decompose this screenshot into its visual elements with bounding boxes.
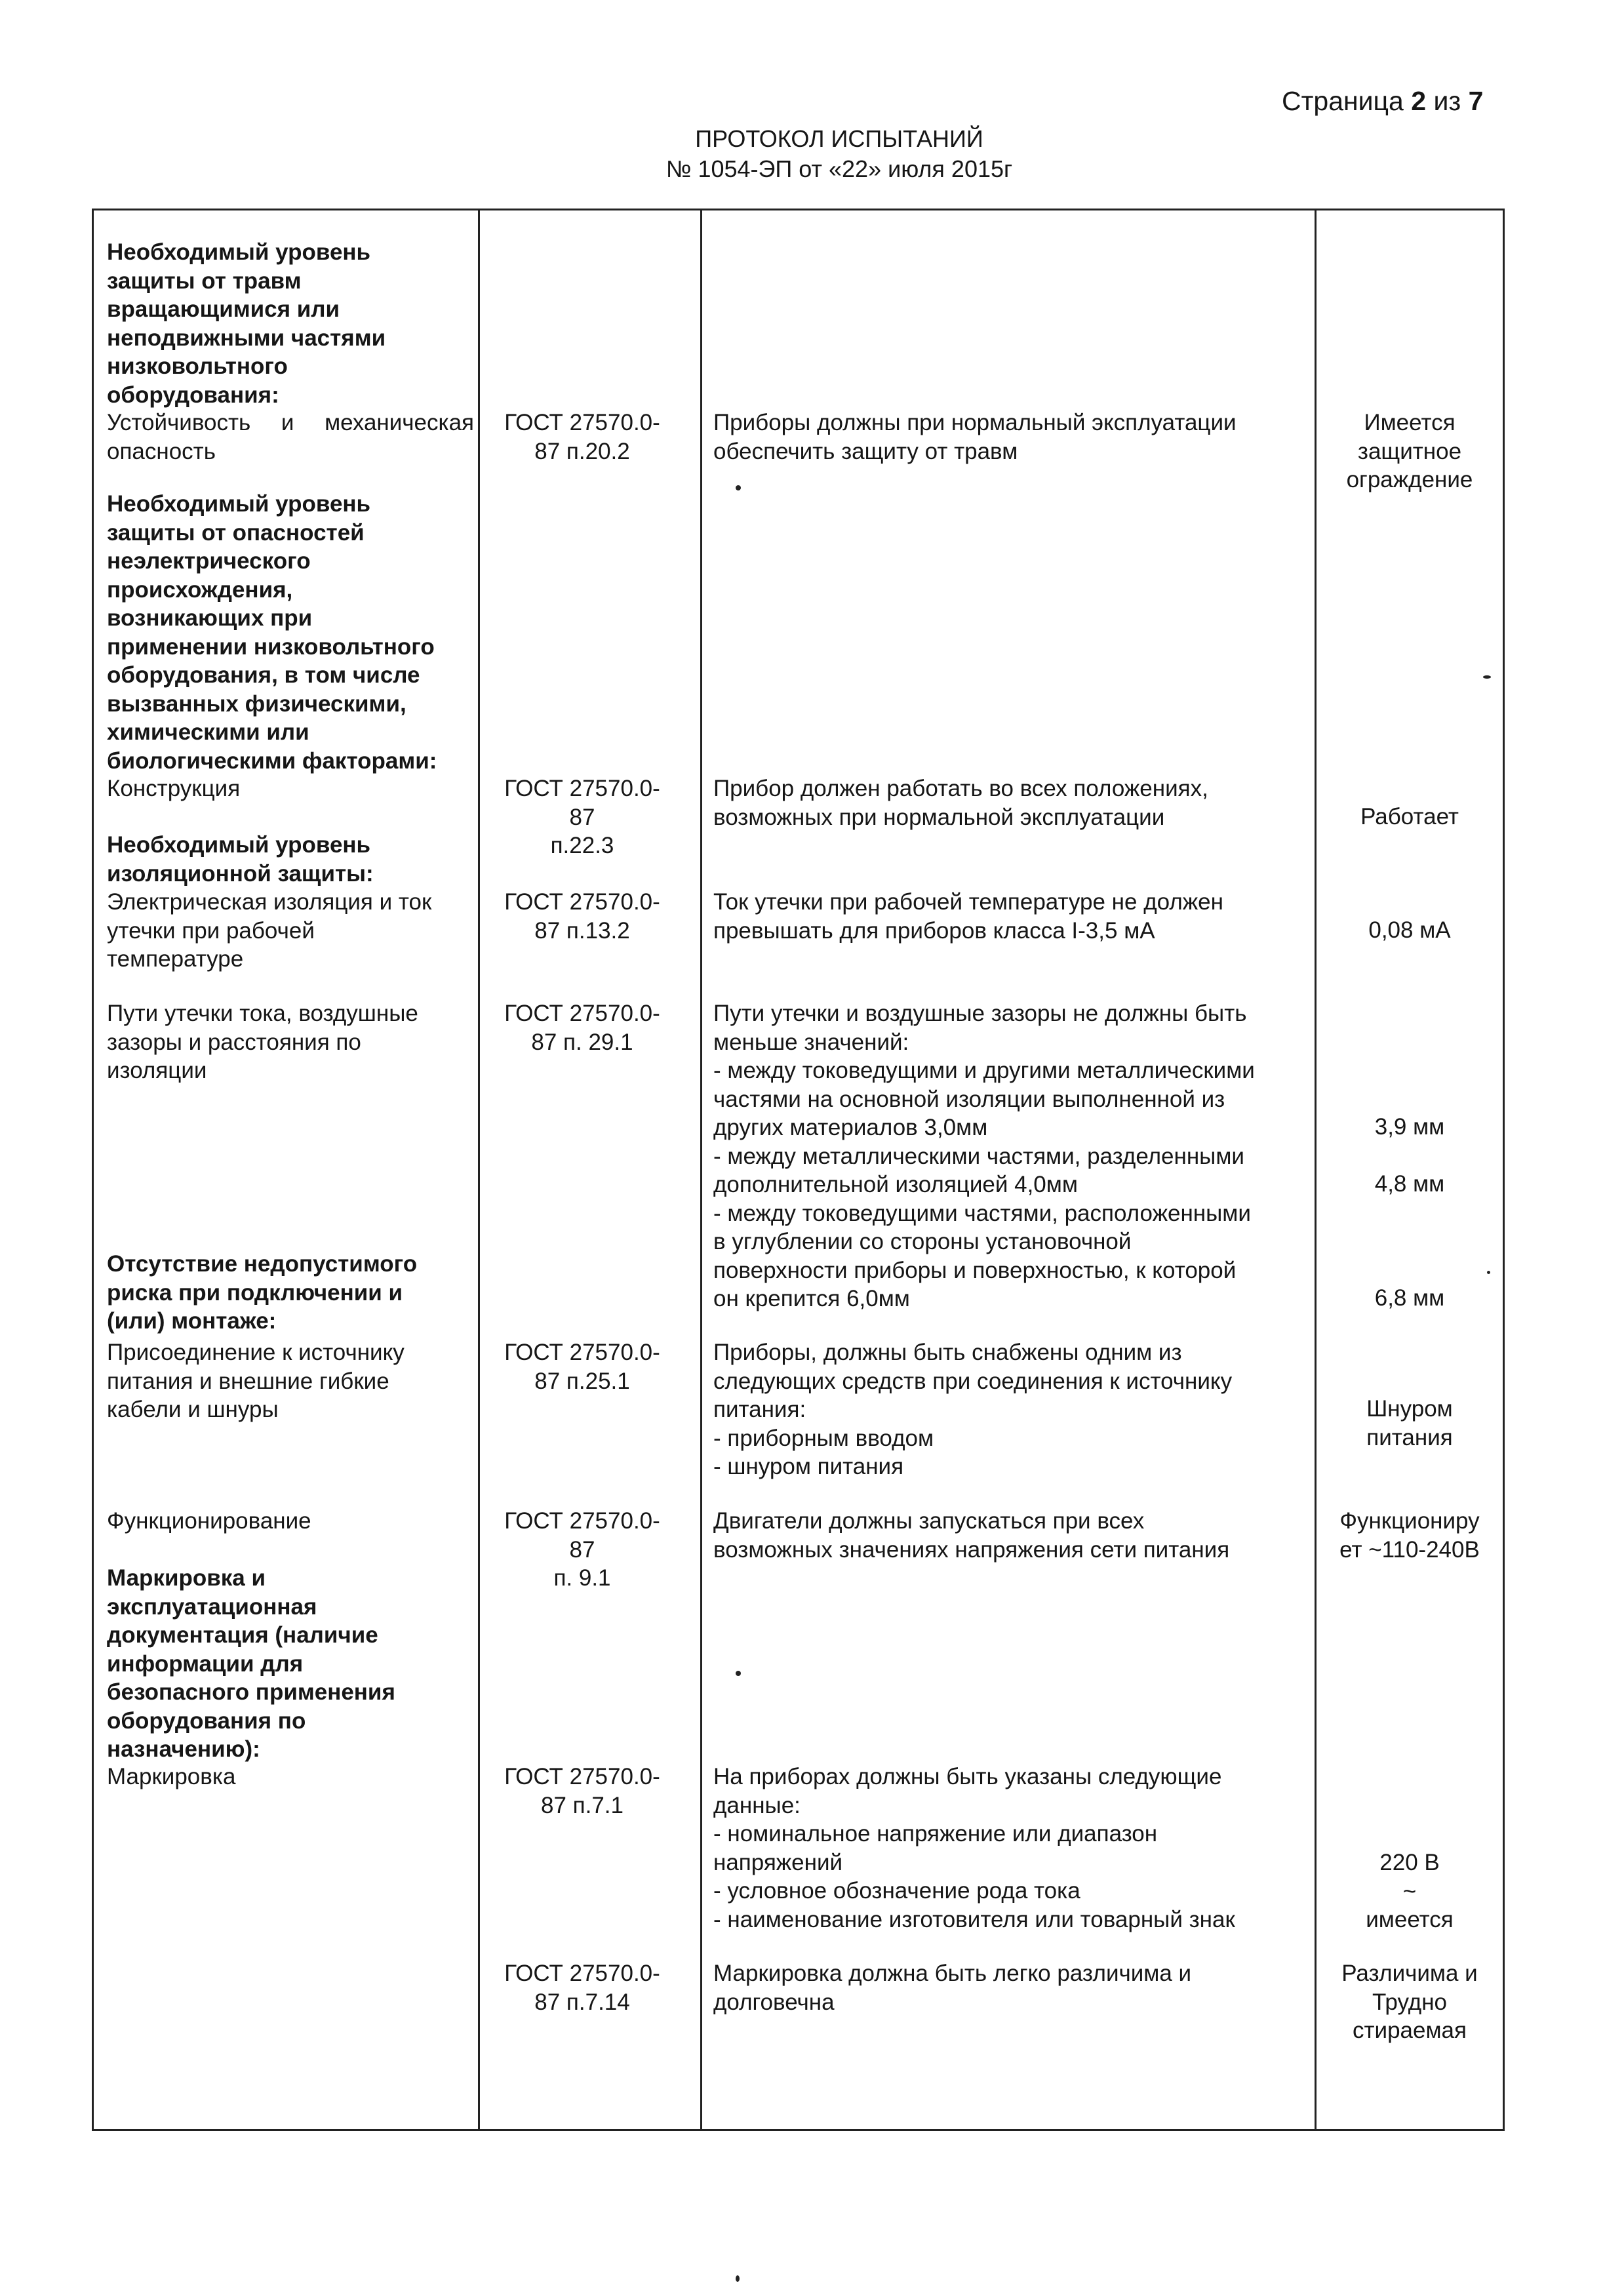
test-result: 6,8 мм: [1374, 1285, 1445, 1311]
standard-ref: ГОСТ 27570.0- 87 п. 9.1: [504, 1508, 660, 1591]
test-result: 3,9 мм: [1374, 1114, 1445, 1140]
test-result: 220 В ~ имеется: [1366, 1850, 1454, 1932]
test-item: Конструкция: [107, 776, 241, 801]
test-item: Электрическая изоляция и ток утечки при рабочей температуре: [107, 889, 432, 972]
requirement-text: Приборы должны при нормальный эксплуатации обеспечить защиту от травм: [713, 410, 1237, 464]
scan-speck: [736, 485, 741, 490]
column-divider: [478, 210, 480, 2129]
requirement-text: Маркировка должна быть легко различима и долговечна: [713, 1961, 1192, 2015]
section-heading: Маркировка и эксплуатационная документация (наличие информации для безопасного применения оборудования по назначению):: [107, 1565, 395, 1762]
page-label: Страница: [1282, 86, 1404, 116]
section-heading: Отсутствие недопустимого риска при подключении и (или) монтаже:: [107, 1251, 418, 1334]
test-result: Функциониру ет ~110-240В: [1339, 1508, 1480, 1563]
test-result: Работает: [1360, 804, 1459, 829]
scan-speck: [1487, 1271, 1490, 1274]
test-item: Пути утечки тока, воздушные зазоры и расстояния по изоляции: [107, 1001, 418, 1083]
requirements-table: [92, 209, 1505, 2131]
page-sep: из: [1433, 86, 1461, 116]
requirement-text: Двигатели должны запускаться при всех возможных значениях напряжения сети питания: [713, 1508, 1230, 1563]
requirement-text: Приборы, должны быть снабжены одним из следующих средств при соединения к источнику питания: - приборным вводом - шнуром питания: [713, 1340, 1233, 1479]
test-result: Имеется защитное ограждение: [1346, 410, 1473, 492]
scan-speck: [736, 1671, 741, 1676]
standard-ref: ГОСТ 27570.0- 87 п.13.2: [504, 889, 660, 944]
page-number: [1282, 85, 1483, 117]
standard-ref: ГОСТ 27570.0- 87 п.20.2: [504, 410, 660, 464]
requirement-text: На приборах должны быть указаны следующие данные: - номинальное напряжение или диапазон напряжений - условное обозначение рода тока - наименование изготовителя или товарный знак: [713, 1764, 1235, 1932]
test-result: 4,8 мм: [1374, 1171, 1445, 1197]
column-divider: [700, 210, 702, 2129]
standard-ref: ГОСТ 27570.0- 87 п.25.1: [504, 1340, 660, 1394]
protocol-number: № 1054-ЭП от «22» июля 2015г: [665, 155, 1013, 182]
test-item: Маркировка: [107, 1764, 236, 1789]
test-result: Шнуром питания: [1366, 1396, 1453, 1450]
test-result: 0,08 мА: [1368, 917, 1451, 943]
standard-ref: ГОСТ 27570.0- 87 п.7.14: [504, 1961, 660, 2015]
test-result: Различима и Трудно стираемая: [1341, 1961, 1478, 2043]
requirement-text: Прибор должен работать во всех положениях, возможных при нормальной эксплуатации: [713, 776, 1208, 830]
protocol-title: ПРОТОКОЛ ИСПЫТАНИЙ: [695, 125, 983, 152]
standard-ref: ГОСТ 27570.0- 87 п.7.1: [504, 1764, 660, 1818]
page-current: 2: [1411, 86, 1427, 116]
scan-speck: [736, 2275, 740, 2282]
section-heading: Необходимый уровень защиты от опасностей неэлектрического происхождения, возникающих при применении низковольтного оборудования, в том числе вызванных физическими, химическими или биологическими факторами:: [107, 491, 437, 774]
scan-speck: [1483, 675, 1491, 679]
standard-ref: ГОСТ 27570.0- 87 п.22.3: [504, 776, 660, 858]
section-heading: Необходимый уровень защиты от травм вращающимися или неподвижными частями низковольтного оборудования:: [107, 239, 386, 408]
requirement-text: Ток утечки при рабочей температуре не должен превышать для приборов класса I-3,5 мА: [713, 889, 1223, 944]
test-item: Присоединение к источнику питания и внешние гибкие кабели и шнуры: [107, 1340, 405, 1422]
test-item: Функционирование: [107, 1508, 311, 1534]
requirement-text: Пути утечки и воздушные зазоры не должны быть меньше значений: - между токоведущими и другими металлическими частями на основной изоляции выполненной из других материалов 3,0мм - между металлическими частями, разделенными дополнительной изоляцией 4,0мм - между токоведущими частями, расположенными в углублении со стороны установочной поверхности приборы и поверхностью, к которой он крепится 6,0мм: [713, 1001, 1255, 1311]
section-heading: Необходимый уровень изоляционной защиты:: [107, 832, 374, 887]
page-total: 7: [1468, 86, 1484, 116]
standard-ref: ГОСТ 27570.0- 87 п. 29.1: [504, 1001, 660, 1055]
test-item: Устойчивость и механическая опасность: [107, 410, 474, 464]
